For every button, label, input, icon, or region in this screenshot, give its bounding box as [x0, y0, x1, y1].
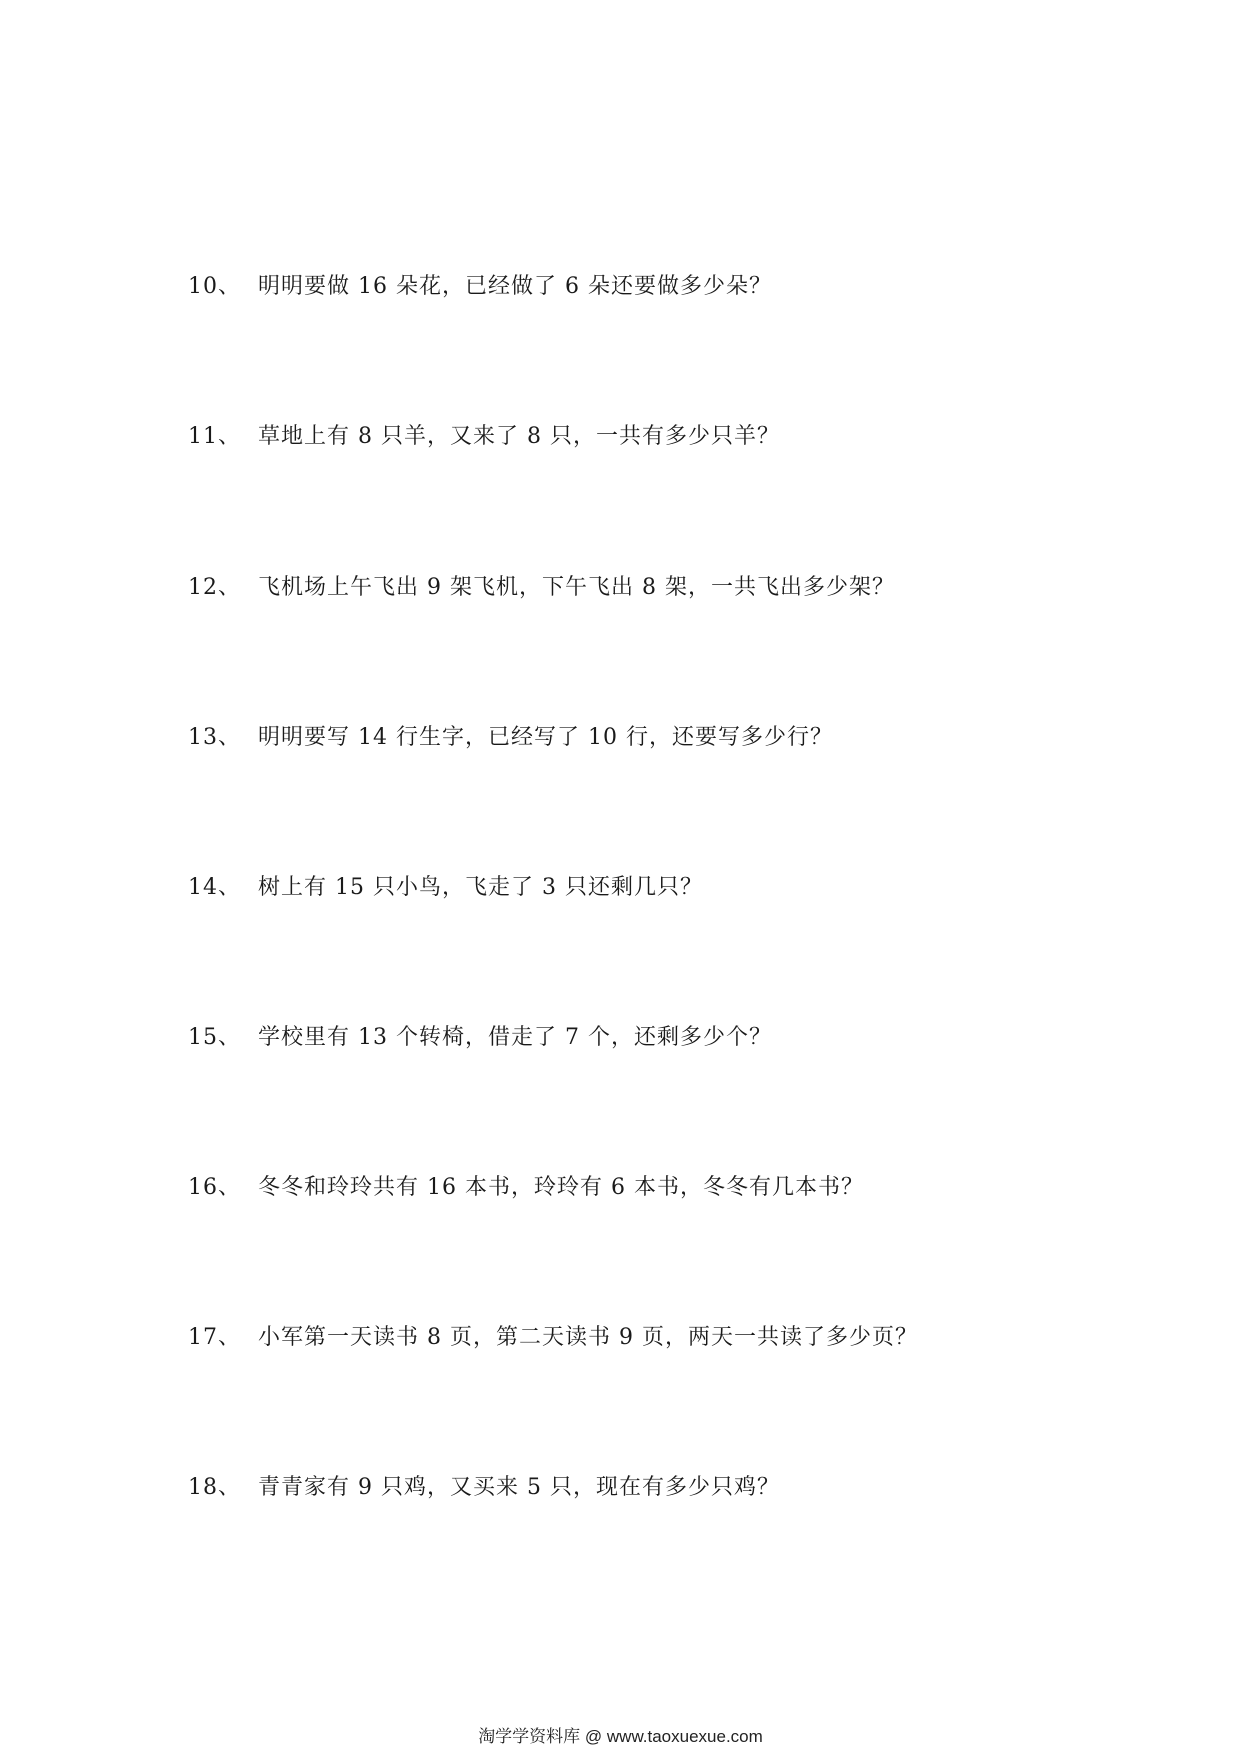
question-17 [188, 1317, 918, 1353]
question-number: 18、 [188, 1474, 241, 1500]
question-15 [188, 1017, 772, 1053]
footer-watermark: 淘学学资料库 @ www.taoxuexue.com [478, 1727, 763, 1746]
question-14 [188, 867, 703, 903]
question-12 [188, 567, 895, 603]
question-text: 明明要写 14 行生字，已经写了 10 行，还要写多少行？ [258, 724, 833, 750]
question-16 [188, 1167, 864, 1203]
question-text: 学校里有 13 个转椅，借走了 7 个，还剩多少个？ [258, 1024, 772, 1050]
question-text: 明明要做 16 朵花，已经做了 6 朵还要做多少朵？ [258, 273, 772, 299]
question-text: 青青家有 9 只鸡，又买来 5 只，现在有多少只鸡？ [258, 1474, 780, 1500]
question-number: 10、 [188, 273, 241, 299]
question-13 [188, 717, 833, 753]
question-10 [188, 266, 772, 302]
question-number: 11、 [188, 423, 241, 449]
question-text: 冬冬和玲玲共有 16 本书，玲玲有 6 本书，冬冬有几本书？ [258, 1174, 864, 1200]
question-number: 13、 [188, 724, 241, 750]
question-11 [188, 416, 780, 452]
question-18 [188, 1467, 780, 1503]
question-text: 草地上有 8 只羊，又来了 8 只，一共有多少只羊？ [258, 423, 780, 449]
question-number: 17、 [188, 1324, 241, 1350]
question-text: 树上有 15 只小鸟，飞走了 3 只还剩几只？ [258, 874, 703, 900]
question-number: 12、 [188, 574, 241, 600]
question-text: 小军第一天读书 8 页，第二天读书 9 页，两天一共读了多少页？ [258, 1324, 918, 1350]
question-number: 15、 [188, 1024, 241, 1050]
question-number: 16、 [188, 1174, 241, 1200]
question-number: 14、 [188, 874, 241, 900]
question-text: 飞机场上午飞出 9 架飞机，下午飞出 8 架，一共飞出多少架？ [258, 574, 895, 600]
